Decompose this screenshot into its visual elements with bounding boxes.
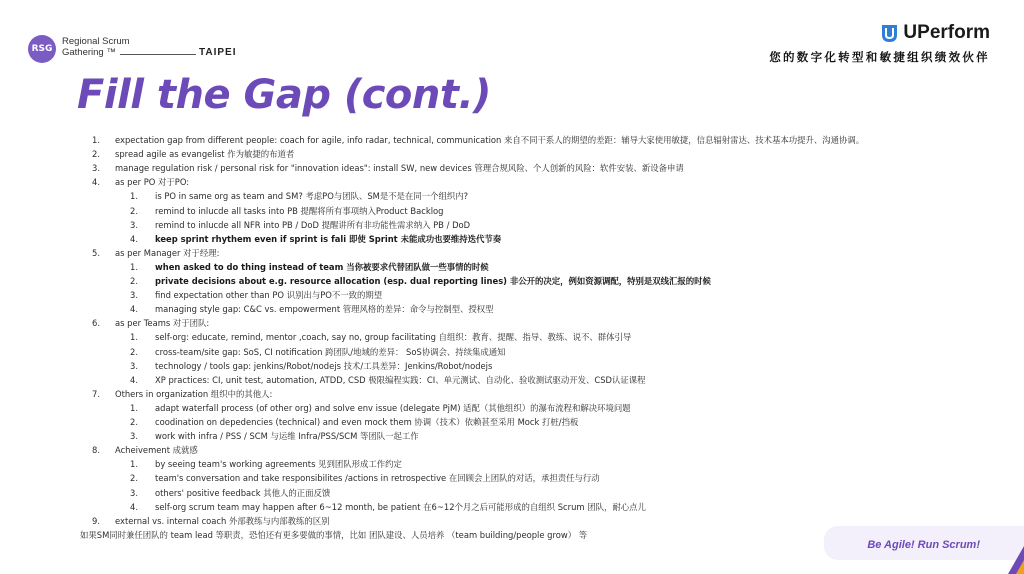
list-number: 2. xyxy=(130,276,138,286)
list-text: coodination on depedencies (technical) and even mock them 协调（技术）依赖甚至采用 Mock 打桩/挡板 xyxy=(155,417,579,427)
list-text: as per PO 对于PO: xyxy=(115,177,190,188)
list-text: when asked to do thing instead of team 当你被要求代替团队做一些事情的时候 xyxy=(155,261,489,272)
list-number: 4. xyxy=(130,501,138,512)
list-number: 6. xyxy=(92,318,100,329)
brand-name: UPerform xyxy=(903,22,990,43)
rsg-logo: RSG xyxy=(28,35,56,63)
list-text: team's conversation and take responsibilites /actions in retrospective 在回顾会上团队的对话，承担责任与行动 xyxy=(155,473,600,484)
list-number: 1. xyxy=(130,332,138,343)
list-number: 3. xyxy=(130,431,138,442)
list-number: 2. xyxy=(130,473,138,484)
list-text: cross-team/site gap: SoS, CI notification 跨团队/地域的差异： SoS协调会、持续集成通知 xyxy=(155,346,506,357)
corner-stripe-decoration xyxy=(994,538,1024,574)
list-text: XP practices: CI, unit test, automation, ATDD, CSD 极限编程实践：CI、单元测试、自动化、验收测试驱动开发、CSD认证课程 xyxy=(155,374,646,385)
list-number: 4. xyxy=(130,233,138,244)
list-number: 2. xyxy=(130,205,138,216)
list-number: 2. xyxy=(130,417,138,427)
list-number: 3. xyxy=(130,290,138,301)
list-text: self-org: educate, remind, mentor ,coach, say no, group facilitating 自组织：教育、提醒、指导、教练、说不、群体引导 xyxy=(155,332,632,343)
list-number: 1. xyxy=(130,191,138,202)
list-text: technology / tools gap: jenkins/Robot/nodejs 技术/工具差异：Jenkins/Robot/nodejs xyxy=(155,360,493,371)
list-number: 4. xyxy=(130,304,138,315)
list-number: 2. xyxy=(92,149,100,160)
list-number: 7. xyxy=(92,388,100,399)
list-number: 8. xyxy=(92,445,100,456)
event-name-line1: Regional Scrum xyxy=(62,36,130,47)
list-number: 3. xyxy=(130,360,138,371)
list-text: manage regulation risk / personal risk for "innovation ideas": install SW, new devices 管理合规风险、个人创新的风险：软件安装、新设备申请 xyxy=(115,163,684,174)
list-text: keep sprint rhythem even if sprint is fali 即使 Sprint 未能成功也要维持迭代节奏 xyxy=(155,233,502,244)
brand-tagline: 您的数字化转型和敏捷组织绩效伙伴 xyxy=(769,50,990,64)
u-shield-icon xyxy=(881,24,898,43)
list-number: 5. xyxy=(92,247,100,258)
list-text: adapt waterfall process (of other org) and solve env issue (delegate PjM) 适配（其他组织）的瀑布流程和解决环境问题 xyxy=(155,402,631,413)
list-number: 3. xyxy=(130,487,138,498)
list-text: by seeing team's working agreements 见到团队形成工作约定 xyxy=(155,459,402,470)
list-text: as per Manager 对于经理: xyxy=(115,247,220,258)
list-number: 4. xyxy=(130,374,138,385)
list-text: Others in organization 组织中的其他人: xyxy=(115,388,273,399)
list-text: as per Teams 对于团队: xyxy=(115,318,210,329)
list-text: find expectation other than PO 识别出与PO不一致的期望 xyxy=(155,290,383,301)
event-name-line2: Gathering ™ xyxy=(62,47,116,58)
list-number: 1. xyxy=(130,261,138,272)
list-text: private decisions about e.g. resource allocation (esp. dual reporting lines) 非公开的决定，例如资源调配，特别是双线汇报的时候 xyxy=(155,276,711,286)
list-text: managing style gap: C&C vs. empowerment 管理风格的差异：命令与控制型、授权型 xyxy=(155,304,494,315)
list-text: spread agile as evangelist 作为敏捷的布道者 xyxy=(115,149,295,160)
footer-slogan: Be Agile! Run Scrum! xyxy=(867,539,980,551)
list-text: 如果SM同时兼任团队的 team lead 等职责，恐怕还有更多要做的事情，比如 团队建设、人员培养 （team building/people grow） 等 xyxy=(80,529,588,540)
list-number: 4. xyxy=(92,177,100,188)
list-number: 1. xyxy=(130,459,138,470)
list-text: remind to inlucde all tasks into PB 提醒将所有事项纳入Product Backlog xyxy=(155,205,444,216)
event-city: TAIPEI xyxy=(199,47,237,58)
list-text: Acheivement 成就感 xyxy=(115,445,198,456)
list-text: external vs. internal coach 外部教练与内部教练的区别 xyxy=(115,515,330,526)
list-text: expectation gap from different people: coach for agile, info radar, technical, communication 来自不同干系人的期望的差距：辅导大家使用敏捷，信息辐射雷达、技术基本功提升、沟通协调。 xyxy=(115,135,865,145)
list-number: 1. xyxy=(130,402,138,413)
list-text: self-org scrum team may happen after 6~12 month, be patient 在6~12个月之后可能形成的自组织 Scrum 团队，耐心点儿 xyxy=(155,501,646,512)
brand xyxy=(881,22,990,44)
event-divider xyxy=(120,54,196,55)
list-text: remind to inlucde all NFR into PB / DoD 提醒讲所有非功能性需求纳入 PB / DoD xyxy=(155,219,471,230)
slide-title: Fill the Gap (cont.) xyxy=(77,72,491,118)
list-text: others' positive feedback 其他人的正面反馈 xyxy=(155,487,331,498)
list-number: 3. xyxy=(130,219,138,230)
list-number: 9. xyxy=(92,515,100,526)
list-number: 3. xyxy=(92,163,100,174)
list-number: 2. xyxy=(130,346,138,357)
list-number: 1. xyxy=(92,135,100,145)
list-text: work with infra / PSS / SCM 与运维 Infra/PSS/SCM 等团队一起工作 xyxy=(155,431,419,442)
list-text: is PO in same org as team and SM? 考虑PO与团队、SM是不是在同一个组织内? xyxy=(155,191,469,202)
